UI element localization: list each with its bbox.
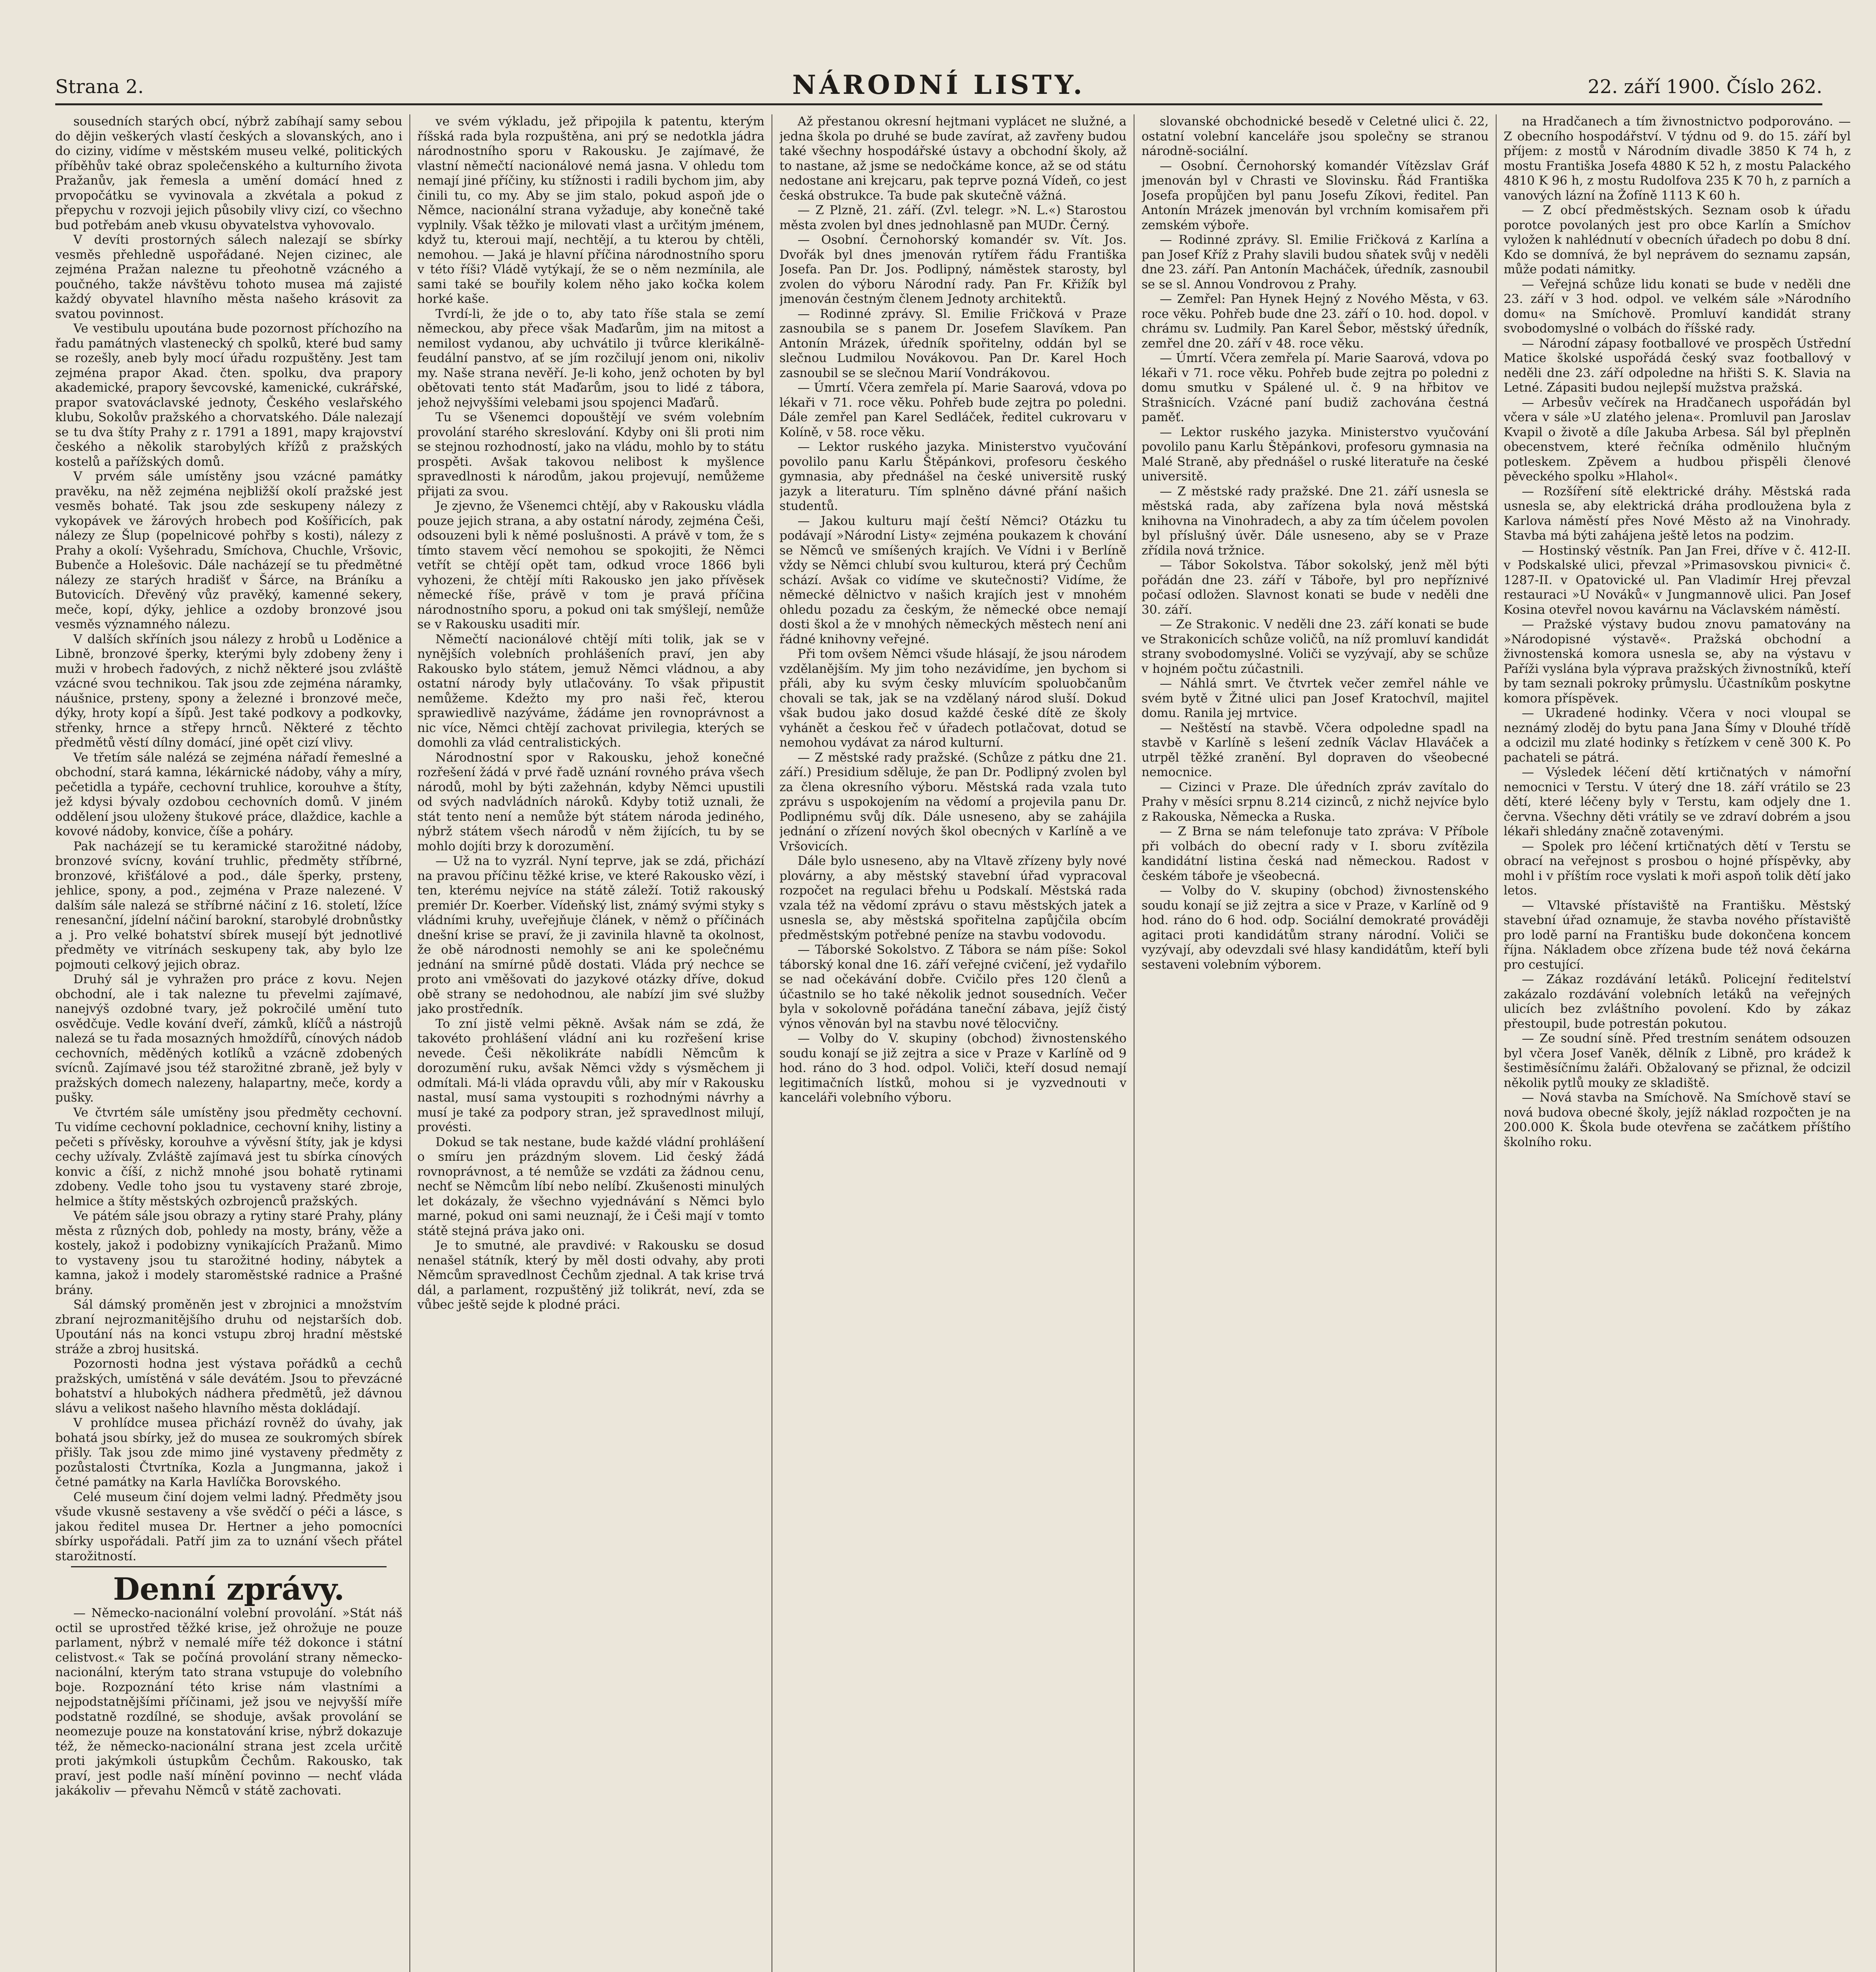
column-1 xyxy=(55,114,402,1972)
column-2 xyxy=(417,114,764,1972)
article-paragraph: — Nová stavba na Smíchově. Na Smíchově staví se nová budova obecné školy, jejíž náklad rozpočten je na 200.000 K. Škola bude otevřena se začátkem příštího školního roku. xyxy=(1504,1091,1851,1149)
date-and-issue: 22. září 1900. Číslo 262. xyxy=(1588,76,1822,98)
article-paragraph: V prohlídce musea přichází rovněž do úvahy, jak bohatá jsou sbírky, jež do musea ze soukromých sbírek přišly. Tak jsou zde mimo jiné vystaveny předměty z pozůstalosti Čtvrtníka, Kozla a Jungmanna, jakož i četné památky na Karla Havlíčka Borovského. xyxy=(55,1416,402,1489)
article-paragraph: — Národní zápasy footballové ve prospěch Ústřední Matice školské uspořádá český svaz footballový v neděli dne 23. září odpoledne na hřišti S. K. Slavia na Letné. Zápasiti budou nejlepší mužstva pražská. xyxy=(1504,336,1851,395)
article-paragraph: na Hradčanech a tím živnostnictvo podporováno. — Z obecního hospodářství. V týdnu od 9. do 15. září byl příjem: z mostů v Národním divadle 3850 K 74 h, z mostu Františka Josefa 4880 K 52 h, z mostu Palackého 4810 K 96 h, z mostu Rudolfova 235 K 70 h, z parních a vanových lázní na Žofíně 1113 K 60 h. xyxy=(1504,114,1851,203)
article-paragraph: — Německo-nacionální volební provolání. »Stát náš octil se uprostřed těžké krise, jež ohrožuje ne pouze parlament, nýbrž v nemalé míře též dokonce i státní celistvost.« Tak se počíná provolání strany německo-nacionální, kterým tato strana vstupuje do volebního boje. Rozpoznání této krise nám vlastními a nejpodstatnějšími příčinami, jež jsou ve nejvyšší míře podstatně rozdílné, se shoduje, avšak provolání se neomezuje pouze na konstatování krise, nýbrž dokazuje též, že německo-nacionální strana jest zcela určitě proti jakýmkoli ústupkům Čechům. Rakousko, tak praví, jest podle naší mínění povinno — nechť vláda jakákoliv — převahu Němců v státě zachovati. xyxy=(55,1606,402,1798)
column-3 xyxy=(779,114,1127,1972)
article-paragraph: — Zemřel: Pan Hynek Hejný z Nového Města, v 63. roce věku. Pohřeb bude dne 23. září o 10. hod. dopol. v chrámu sv. Ludmily. Pan Karel Šebor, městský úředník, zemřel dne 20. září v 48. roce věku. xyxy=(1142,292,1489,351)
article-paragraph: — Volby do V. skupiny (obchod) živnostenského soudu konají se již zejtra a sice v Praze, v Karlíně od 9 hod. ráno do 6 hod. odp. Sociální demokraté prováději agitaci proti kandidátům strany národní. Voliči se vyzývají, aby odevzdali své hlasy kandidátům, kteří byli sestaveni volebním výborem. xyxy=(1142,883,1489,972)
article-paragraph: — Z městské rady pražské. (Schůze z pátku dne 21. září.) Presidium sděluje, že pan Dr. Podlipný zvolen byl za člena okresního výboru. Městská rada vzala tuto zprávu s uspokojením na vědomí a projevila panu Dr. Podlipnému svůj dík. Dále usneseno, aby se zahájila jednání o zřízení nových škol obecných v Karlíně a ve Vršovicích. xyxy=(779,750,1127,853)
article-paragraph: — Jakou kulturu mají čeští Němci? Otázku tu podávají »Národní Listy« zejména poukazem k chování se Němců ve smíšených krajích. Ve Vídni i v Berlíně vždy se Němci chlubí svou kulturou, která prý Čechům schází. Avšak co vidíme ve skutečnosti? Vidíme, že německé dělnictvo v našich krajích jest v mnohém ohledu pozadu za českým, že německé obce nemají dosti škol a že v mnohých německých městech není ani řádné knihovny veřejné. xyxy=(779,514,1127,646)
article-paragraph: — Osobní. Černohorský komandér Vítězslav Gráf jmenován byl v Chrasti ve Slovinsku. Řád Františka Josefa propůjčen byl panu Josefu Zíkovi, ředitel. Pan Antonín Mrázek jmenován byl vrchním komisařem při zemském výboře. xyxy=(1142,159,1489,232)
article-paragraph: — Arbesův večírek na Hradčanech uspořádán byl včera v sále »U zlatého jelena«. Promluvil pan Jaroslav Kvapil o životě a díle Jakuba Arbesa. Sál byl přeplněn obecenstvem, které řečníka odměnilo hlučným potleskem. Zpěvem a hudbou přispěli členové pěveckého spolku »Hlahol«. xyxy=(1504,395,1851,484)
article-paragraph: Ve čtvrtém sále umístěny jsou předměty cechovní. Tu vidíme cechovní pokladnice, cechovní knihy, listiny a pečeti s přívěsky, korouhve a vývěsní štíty, jak je kdysi cechy užívaly. Zvláště zajímavá jest tu sbírka cínových konvic a číší, z nichž mnohé jsou bohatě rytinami zdobeny. Vedle toho jsou tu vystaveny staré zbroje, helmice a štíty městských ozbrojenců pražských. xyxy=(55,1105,402,1208)
article-paragraph: Němečtí nacionálové chtějí míti tolik, jak se v nynějších volebních prohlášeních praví, jen aby Rakousko bylo státem, jemuž Němci vládnou, a aby ostatní národy byly utlačovány. To však připustit nemůžeme. Kdežto my pro naši řeč, kterou sprawiedlivě nazýváme, žádáme jen rovnoprávnost a nic více, Němci chtějí zachovat privilegia, kterých se domohli za vlád centralistických. xyxy=(417,632,764,750)
section-heading: Denní zprávy. xyxy=(113,1571,345,1607)
article-paragraph: — Úmrtí. Včera zemřela pí. Marie Saarová, vdova po lékaři v 71. roce věku. Pohřeb bude zejtra po poledni z domu smutku v Spálené ul. č. 9 na hřbitov ve Strašnicích. Vzácné paní budiž zachována čestná paměť. xyxy=(1142,351,1489,424)
article-paragraph: — Veřejná schůze lidu konati se bude v neděli dne 23. září v 3 hod. odpol. ve velkém sále »Národního domu« na Smíchově. Promluví kandidát strany svobodomyslné o volbách do říšské rady. xyxy=(1504,277,1851,336)
article-paragraph: — Tábor Sokolstva. Tábor sokolský, jenž měl býti pořádán dne 23. září v Táboře, byl pro nepříznivé počasí odložen. Slavnost konati se bude v neděli dne 30. září. xyxy=(1142,558,1489,617)
article-paragraph: Ve pátém sále jsou obrazy a rytiny staré Prahy, plány města z různých dob, pohledy na mosty, brány, věže a kostely, jakož i podobizny vynikajících Pražanů. Mimo to vystaveny jsou tu starožitné hodiny, nábytek a kamna, jakož i modely staroměstské radnice a Prašné brány. xyxy=(55,1209,402,1297)
article-paragraph: ve svém výkladu, jež připojila k patentu, kterým říšská rada byla rozpuštěna, ani prý se nedotkla jádra národnostního sporu v Rakousku. Je zajímavé, že vlastní němečtí nacionálové nemá jasna. V ohledu tom nemají jiné příčiny, ku stížnosti i radili bychom jim, aby činili tu, co my. Aby se jim stalo, pokud aspoň jde o Němce, nacionální strana vyžaduje, aby konečně také vyplnily. Však těžko je milovati vlast a určitým jménem, když tu, kteroui mají, nechtějí, a tu kterou by chtěli, nemohou. — Jaká je hlavní příčina národnostního sporu v této říši? Vládě vytýkají, že se o něm nezmínila, ale sami také se bouřily kolem něho jako kočka kolem horké kaše. xyxy=(417,114,764,306)
article-paragraph: — Z obcí předměstských. Seznam osob k úřadu porotce povolaných jest pro obce Karlín a Smíchov vyložen k nahlédnutí v obecních úřadech po dobu 8 dní. Kdo se domnívá, že byl neprávem do seznamu zapsán, může podati námitky. xyxy=(1504,203,1851,276)
page-header xyxy=(55,67,1822,105)
article-paragraph: Ve třetím sále nalézá se zejména nářadí řemeslné a obchodní, stará kamna, lékárnické nádoby, váhy a míry, pečetidla a typáře, cechovní truhlice, korouhve a štíty, jež kdysi bývaly ozdobou cechovních domů. V jiném oddělení jsou uloženy štukové práce, dlaždice, kachle a kovové nádoby, konvice, číše a poháry. xyxy=(55,750,402,838)
article-paragraph: — Zákaz rozdávání letáků. Policejní ředitelství zakázalo rozdávání volebních letáků na veřejných ulicích bez zvláštního povolení. Kdo by zákaz přestoupil, bude potrestán pokutou. xyxy=(1504,972,1851,1031)
article-paragraph: — Z Brna se nám telefonuje tato zpráva: V Příbole při volbách do obecní rady v I. sboru zvítězila kandidátní listina česká nad německou. Radost v českém táboře je všeobecná. xyxy=(1142,824,1489,883)
article-paragraph: Je to smutné, ale pravdivé: v Rakousku se dosud nenašel státník, který by měl dosti odvahy, aby proti Němcům spravedlnost Čechům zjednal. A tak krise trvá dál, a parlament, rozpuštěný již tolikrát, neví, zda se vůbec ještě sejde k plodné práci. xyxy=(417,1238,764,1312)
article-paragraph: Je zjevno, že Všenemci chtějí, aby v Rakousku vládla pouze jejich strana, a aby ostatní národy, zejména Češi, odsouzeni byli k němé poslušnosti. A právě v tom, že s tímto stavem věcí nemohou se spokojiti, že Němci vetřít se chtějí opět tam, odkud vroce 1866 byli vyhozeni, že chtějí míti Rakousko jen jako přívěsek německé říše, právě v tom je pravá příčina národnostního sporu, a pokud oni tak smýšlejí, nemůže se v Rakousku usaditi mír. xyxy=(417,499,764,631)
article-paragraph: — Rodinné zprávy. Sl. Emilie Fričková v Praze zasnoubila se s panem Dr. Josefem Slavíkem. Pan Antonín Mrázek, úředník spořitelny, oddán byl se slečnou Ludmilou Novákovou. Pan Dr. Karel Hoch zasnoubil se se slečnou Marií Vondrákovou. xyxy=(779,306,1127,380)
article-paragraph: — Ze soudní síně. Před trestním senátem odsouzen byl včera Josef Vaněk, dělník z Libně, pro krádež k šestiměsíčnímu žaláři. Obžalovaný se přiznal, že odcizil několik pytlů mouky ze skladiště. xyxy=(1504,1031,1851,1090)
article-paragraph: — Lektor ruského jazyka. Ministerstvo vyučování povolilo panu Karlu Štěpánkovi, profesoru gymnasia na Malé Straně, aby přednášel o ruské literatuře na české universitě. xyxy=(1142,425,1489,484)
article-paragraph: — Z Plzně, 21. září. (Zvl. telegr. »N. L.«) Starostou města zvolen byl dnes jednohlasně pan MUDr. Černý. xyxy=(779,203,1127,232)
article-paragraph: V dalších skříních jsou nálezy z hrobů u Loděnice a Libně, bronzové šperky, kterými byly zdobeny ženy i muži v hrobech řadových, z nichž některé jsou zvláště vzácné svou technikou. Tak jsou zde zejména náramky, náušnice, prsteny, spony a železné i bronzové meče, dýky, hroty kopí a šípů. Jest také podkovy a podkovky, střenky, hrnce a střepy hrnců. Některé z těchto předmětů věstí dílny domácí, jiné opět cizí vlivy. xyxy=(55,632,402,750)
article-paragraph: V devíti prostorných sálech nalezají se sbírky vesměs přehledně uspořádané. Nejen cizinec, ale zejména Pražan nalezne tu přeohotně vzácného a poučného, takže návštěvu tohoto musea má zajisté každý obyvatel hlavního města našeho krásovit za svatou povinnost. xyxy=(55,233,402,321)
article-paragraph: Celé museum činí dojem velmi ladný. Předměty jsou všude vkusně sestaveny a vše svědčí o péči a lásce, s jakou ředitel musea Dr. Hertner a jeho pomocníci sbírky uspořádali. Patří jim za to uznání všech přátel starožitností. xyxy=(55,1490,402,1563)
article-paragraph: Druhý sál je vyhražen pro práce z kovu. Nejen obchodní, ale i tak nalezne tu převelmi zajímavé, nanejvýš ozdobné tvary, jež pokročilé umění tuto osvědčuje. Vedle kování dveří, zámků, klíčů a nástrojů nalezá se tu řada mosazných hmoždířů, cínových nádob cechovních, měděných kotlíků a vzácně zdobených svícnů. Zajímavé jsou též starožitné zbraně, jež byly v pražských domech nalezeny, halapartny, meče, kordy a pušky. xyxy=(55,972,402,1105)
column-5 xyxy=(1504,114,1851,1972)
article-paragraph: sousedních starých obcí, nýbrž zabíhají samy sebou do dějin veškerých vlastí českých a slovanských, ano i do ciziny, vidíme v městském museu velké, politických příběhův také obraz společenského a kulturního života Pražanův, jak řemesla a umění domácí hned z prvopočátku se vyvinovala a zkvétala a pokud z přepychu v rozvoji jejich působily vlivy cizí, co všechno bud potřebám aneb vkusu obyvatelstva vyhovovalo. xyxy=(55,114,402,232)
article-paragraph: Tvrdí-li, že jde o to, aby tato říše stala se zemí německou, aby přece však Maďarům, jim na mitost a nemilost vydanou, aby uchvátilo ji tvůrce klerikálně-feudální panstvo, ať se jím rozčilují jenom oni, nikoliv my. Naše strana nevěří. Je-li koho, jenž ochoten by byl obětovati tento stát Maďarům, jsou to lidé z tábora, jehož nejvyššími velebami jsou spojenci Maďarů. xyxy=(417,306,764,410)
column-divider xyxy=(1496,114,1497,1972)
article-paragraph: — Rozšíření sítě elektrické dráhy. Městská rada usnesla se, aby elektrická dráha prodloužena byla z Karlova náměstí přes Nové Město až na Vinohrady. Stavba má býti zahájena ještě letos na podzim. xyxy=(1504,484,1851,543)
masthead-title: NÁRODNÍ LISTY. xyxy=(792,69,1086,100)
article-paragraph: — Osobní. Černohorský komandér sv. Vít. Jos. Dvořák byl dnes jmenován rytířem řádu Františka Josefa. Pan Dr. Jos. Podlipný, náměstek starosty, byl zvolen do výboru Národní rady. Pan Fr. Křižík byl jmenován čestným členem Jednoty architektů. xyxy=(779,233,1127,306)
article-paragraph: — Pražské výstavy budou znovu pamatovány na »Národopisné výstavě«. Pražská obchodní a živnostenská komora usnesla se, aby na výstavu v Paříži vyslána byla výprava pražských živnostníků, kteří by tam seznali pokroky průmyslu. Účastníkům poskytne komora příspěvek. xyxy=(1504,617,1851,706)
article-paragraph: — Náhlá smrt. Ve čtvrtek večer zemřel náhle ve svém bytě v Žitné ulici pan Josef Kratochvíl, majitel domu. Ranila jej mrtvice. xyxy=(1142,676,1489,720)
article-paragraph: — Z městské rady pražské. Dne 21. září usnesla se městská rada, aby zařízena byla nová městská knihovna na Vinohradech, a aby za tím účelem povolen byl příslušný úvěr. Dále usneseno, aby se v Praze zřídila nová tržnice. xyxy=(1142,484,1489,558)
article-paragraph: slovanské obchodnické besedě v Celetné ulici č. 22, ostatní volební kanceláře jsou společny se stranou národně-sociální. xyxy=(1142,114,1489,158)
article-paragraph: — Táborské Sokolstvo. Z Tábora se nám píše: Sokol táborský konal dne 16. září veřejné cvičení, jež vydařilo se nad očekávání dobře. Cvičilo přes 120 členů a účastnilo se ho také několik jednot sousedních. Večer byla v sokolovně pořádána taneční zábava, jejíž čistý výnos věnován byl na stavbu nové tělocvičny. xyxy=(779,943,1127,1031)
article-paragraph: V prvém sále umístěny jsou vzácné památky pravěku, na něž zejména nejbližší okolí pražské jest vesměs bohaté. Tak jsou zde seskupeny nálezy z vykopávek ve žárových hrobech pod Košířicích, pak nálezy ze Šlup (popelnicové pohřby s kosti), nálezy z Prahy a okolí: Vyšehradu, Smíchova, Chuchle, Vršovic, Bubenče a Holešovic. Dále nacházejí se tu předmětné nálezy ze starých hradišť v Šárce, na Bráníku a Butovicích. Dřevěný vůz pravěký, kamenné sekery, meče, kopí, dýky, jehlice a ozdoby bronzové jsou vesměs významného nálezu. xyxy=(55,469,402,631)
article-paragraph: Dále bylo usneseno, aby na Vltavě zřízeny byly nové plovárny, a aby městský stavební úřad vypracoval rozpočet na regulaci břehu u Podskalí. Městská rada vzala též na vědomí zprávu o stavu městských jatek a usnesla se, aby městská spořitelna zapůjčila obcím předměstským potřebné peníze na stavbu vodovodu. xyxy=(779,854,1127,942)
article-paragraph: Až přestanou okresní hejtmani vyplácet ne služné, a jedna škola po druhé se bude zavírat, až zavřeny budou také všechny hospodářské ústavy a obchodní školy, až to nastane, až jsme se nedočkáme konce, až se od státu nedostane ani krejcaru, pak teprve pozná Vídeň, co jest česká obstrukce. Ta bude pak skutečně vážná. xyxy=(779,114,1127,203)
article-paragraph: — Rodinné zprávy. Sl. Emilie Fričková z Karlína a pan Josef Kříž z Prahy slavili budou sňatek svůj v neděli dne 23. září. Pan Antonín Macháček, úředník, zasnoubil se se sl. Annou Vondrovou z Prahy. xyxy=(1142,233,1489,291)
article-paragraph: Pak nacházejí se tu keramické starožitné nádoby, bronzové svícny, kování truhlic, předměty stříbrné, bronzové, křišťálové a pod., dále šperky, prsteny, jehlice, spony, a pod., zejména v Praze nalezené. V dalším sále nalezá se stříbrné náčiní z 16. století, lžíce renesanční, jídelní náčiní barokní, starobylé drobnůstky a j. Pro velké bohatství sbírek musejí být jednotlivé předměty ve vitrínách seskupeny tak, aby bylo lze pojmouti celkový jejich obraz. xyxy=(55,839,402,972)
article-paragraph: Národnostní spor v Rakousku, jehož konečné rozřešení žádá v prvé řadě uznání rovného práva všech národů, mohl by býti zažehnán, kdyby Němci upustili od svých nadvládních nároků. Kdyby totiž uznali, že stát tento není a nemůže být státem národa jediného, nýbrž státem všech národů v něm žijících, tu by se mohlo dojíti brzy k dorozumění. xyxy=(417,750,764,853)
column-4 xyxy=(1142,114,1489,1972)
article-paragraph: Dokud se tak nestane, bude každé vládní prohlášení o smíru jen prázdným slovem. Lid český žádá rovnoprávnost, a té nemůže se vzdáti za žádnou cenu, nechť se Němcům líbí nebo nelíbí. Zkušenosti minulých let dokázaly, že všechno vyjednávání s Němci bylo marné, pokud oni sami neuznají, že i Češi mají v tomto státě stejná práva jako oni. xyxy=(417,1135,764,1238)
article-paragraph: — Hostinský věstník. Pan Jan Frei, dříve v č. 412-II. v Podskalské ulici, převzal »Primasovskou pivnici« č. 1287-II. v Opatovické ul. Pan Vladimír Hrej převzal restauraci »U Nováků« v Jungmannově ulici. Pan Josef Kosina otevřel novou kavárnu na Václavském náměstí. xyxy=(1504,543,1851,617)
article-paragraph: — Ze Strakonic. V neděli dne 23. září konati se bude ve Strakonicích schůze voličů, na níž promluví kandidát strany svobodomyslné. Voliči se vyzývají, aby se schůze v hojném počtu zúčastnili. xyxy=(1142,617,1489,676)
article-paragraph: — Už na to vyzrál. Nyní teprve, jak se zdá, přichází na pravou příčinu těžké krise, ve které Rakousko vězí, i ten, kterému nejvíce na státě záleží. Totiž rakouský premiér Dr. Koerber. Vídeňský list, známý svými styky s vládními kruhy, uveřejňuje článek, v němž o příčinách dnešní krise se praví, že ji zavinila hlavně ta okolnost, že obě národnosti nemohly se ani ke společnému jednání na smírné půdě dostati. Vláda prý nechce se proto ani vměšovati do jazykové otázky dříve, dokud obě strany se nedohodnou, ale nabízí jim své služby jako prostředník. xyxy=(417,854,764,1016)
article-paragraph: — Vltavské přístaviště na Františku. Městský stavební úřad oznamuje, že stavba nového přístaviště pro lodě parní na Františku bude dokončena koncem října. Nákladem obce zřízena bude též nová čekárna pro cestující. xyxy=(1504,898,1851,972)
article-paragraph: Sál dámský proměněn jest v zbrojnici a množstvím zbraní nejrozmanitějšího druhu od nejstarších dob. Upoutání nás na konci vstupu zbroj hradní městské stráže a zbroj husitská. xyxy=(55,1298,402,1356)
article-paragraph: Pozornosti hodna jest výstava pořádků a cechů pražských, umístěná v sále devátém. Jsou to převzácné bohatství a hlubokých nádhera předmětů, jež dávnou slávu a velikost našeho hlavního města dokládají. xyxy=(55,1357,402,1416)
article-paragraph: Při tom ovšem Němci všude hlásají, že jsou národem vzdělanějším. My jim toho nezávidíme, jen bychom si přáli, aby ku svým česky mluvícím spoluobčanům chovali se tak, jak se na vzdělaný národ sluší. Dokud však budou jako dosud každé české dítě ze školy vyhánět a českou řeč v úřadech potlačovat, dotud se nemohou vydávat za národ kulturní. xyxy=(779,647,1127,750)
article-paragraph: — Úmrtí. Včera zemřela pí. Marie Saarová, vdova po lékaři v 71. roce věku. Pohřeb bude zejtra po poledni. Dále zemřel pan Karel Sedláček, ředitel cukrovaru v Kolíně, v 58. roce věku. xyxy=(779,381,1127,439)
column-divider xyxy=(409,114,410,1972)
article-paragraph: — Cizinci v Praze. Dle úředních zpráv zavítalo do Prahy v měsíci srpnu 8.214 cizinců, z nichž nejvíce bylo z Rakouska, Německa a Ruska. xyxy=(1142,780,1489,824)
article-paragraph: — Ukradené hodinky. Včera v noci vloupal se neznámý zloděj do bytu pana Jana Šímy v Dlouhé třídě a odcizil mu zlaté hodinky s řetízkem v ceně 300 K. Po pachateli se pátrá. xyxy=(1504,706,1851,765)
article-paragraph: — Volby do V. skupiny (obchod) živnostenského soudu konají se již zejtra a sice v Praze v Karlíně od 9 hod. ráno do 3 hod. odpol. Voliči, kteří dosud nemají legitimačních lístků, mohou si je vyzvednouti v kanceláři volebního výboru. xyxy=(779,1031,1127,1105)
article-paragraph: — Neštěstí na stavbě. Včera odpoledne spadl na stavbě v Karlíně s lešení zedník Václav Hlaváček a utrpěl těžké zranění. Byl dopraven do všeobecné nemocnice. xyxy=(1142,721,1489,779)
article-paragraph: To zní jistě velmi pěkně. Avšak nám se zdá, že takovéto prohlášení vládní ani ku rozřešení krise nevede. Češi několikráte nabídli Němcům k dorozumění ruku, avšak Němci vždy s výsměchem ji odmítali. Má-li vláda opravdu vůli, aby mír v Rakousku nastal, musí sama vystoupiti s rozhodnými návrhy a musí je také za podpory stran, jež spravedlnost milují, provésti. xyxy=(417,1016,764,1134)
article-paragraph: Ve vestibulu upoutána bude pozornost příchozího na řadu památných vlastenecký ch spolků, které bud samy se rozešly, aneb byly mocí úřadu rozpuštěny. Jest tam zejména prapor Akad. čten. spolku, dva prapory akademické, prapory ševcovské, kamenické, cukrářské, prapor svatováclavské jednoty, Českého veslařského klubu, Sokolův pražského a chorvatského. Dále nalezají se tu dva štíty Prahy z r. 1791 a 1891, mapy krajovství českého a několik starobylých křížů z pražských kostelů a pařížských domů. xyxy=(55,321,402,469)
section-divider xyxy=(71,1566,387,1567)
article-paragraph: — Lektor ruského jazyka. Ministerstvo vyučování povolilo panu Karlu Štěpánkovi, profesoru českého gymnasia, aby přednášel na české universitě ruský jazyk a literaturu. Tím splněno dávné přání našich studentů. xyxy=(779,440,1127,513)
article-paragraph: — Výsledek léčení dětí krtičnatých v námořní nemocnici v Terstu. V úterý dne 18. září vrátilo se 23 dětí, které léčeny byly v Terstu, kam odjely dne 1. června. Všechny děti vrátily se ve zdraví dobrém a jsou lékaři shledány značně zotavenými. xyxy=(1504,765,1851,838)
page-number: Strana 2. xyxy=(55,76,144,98)
article-paragraph: Tu se Všenemci dopouštějí ve svém volebním provolání starého skreslování. Kdyby oni šli proti nim se stejnou rozhodností, jako na vládu, mohlo by to státu prospěti. Avšak takovou nelibost k myšlence spravedlnosti k národům, jakou projevují, nemůžeme přijati za svou. xyxy=(417,410,764,499)
article-paragraph: — Spolek pro léčení krtičnatých dětí v Terstu se obrací na veřejnost s prosbou o hojné příspěvky, aby mohl i v příštím roce vyslati k moři aspoň tolik dětí jako letos. xyxy=(1504,839,1851,898)
